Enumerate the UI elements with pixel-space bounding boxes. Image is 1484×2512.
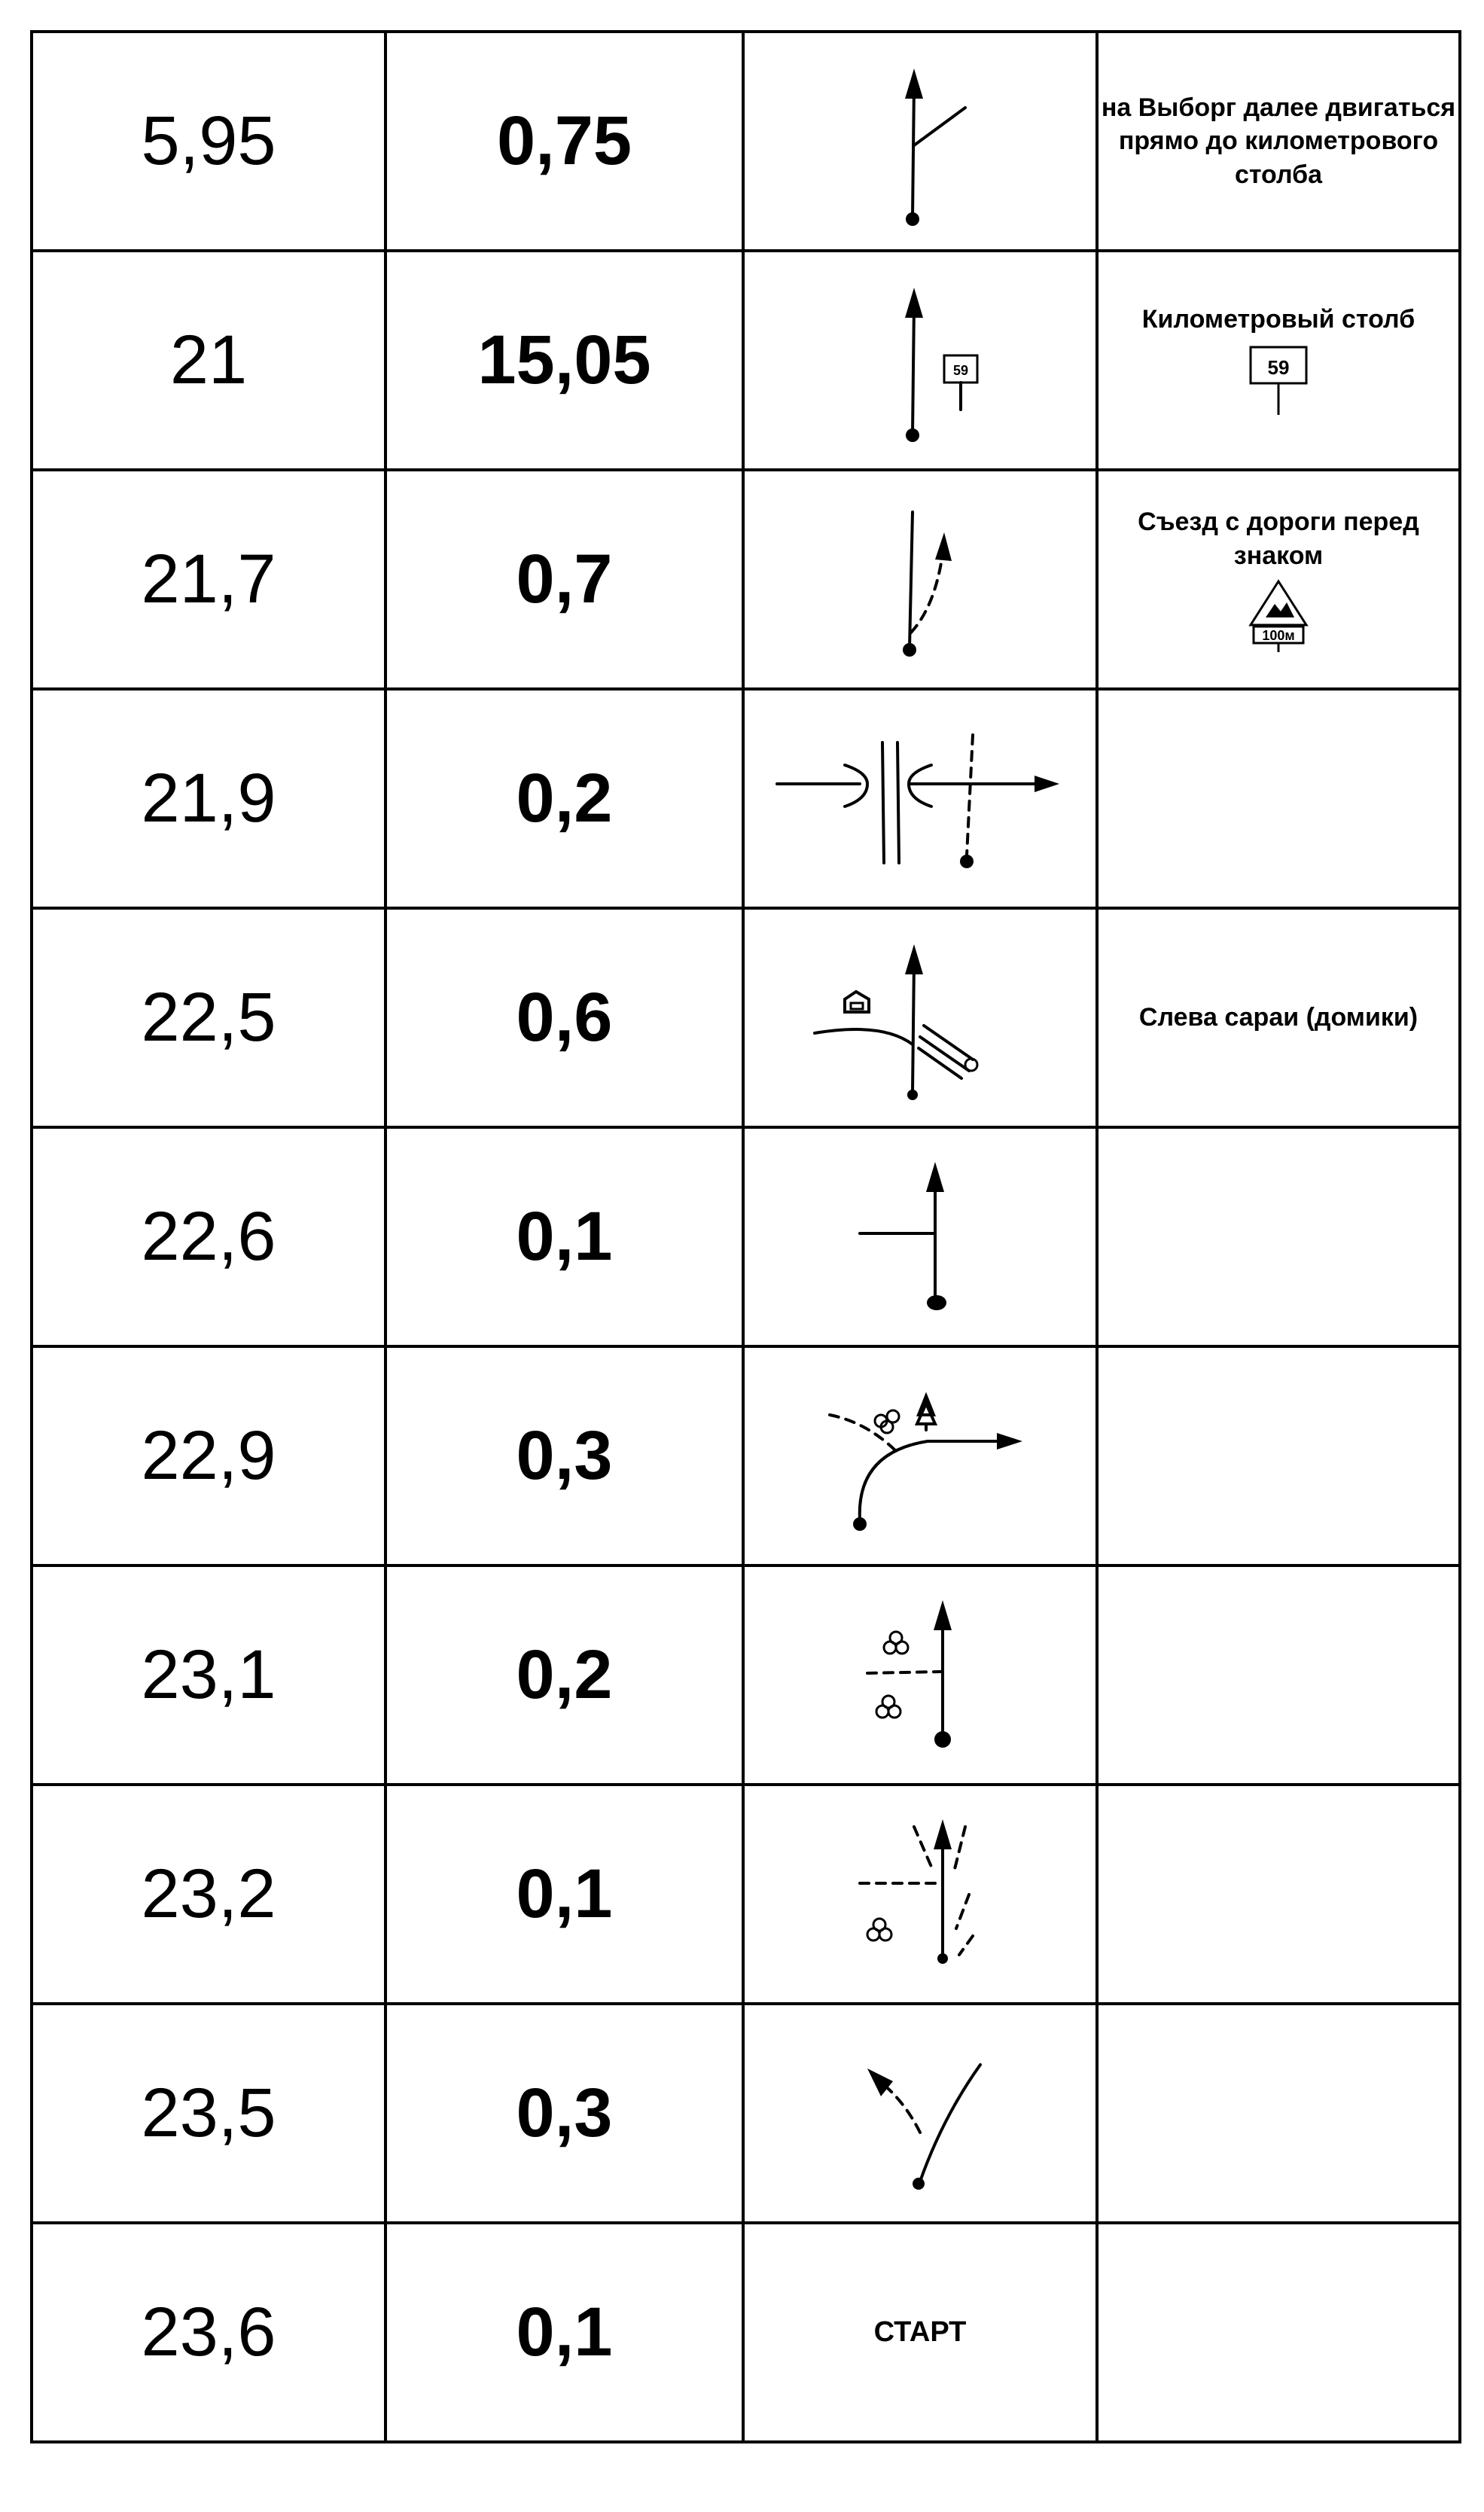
route-note: Слева сараи (домики) <box>1097 908 1460 1127</box>
table-row <box>32 1127 1460 1346</box>
sketch-cell <box>743 470 1097 689</box>
table-row <box>32 689 1460 908</box>
segment-distance: 0,1 <box>385 1785 743 2004</box>
sketch-cell <box>743 1127 1097 1346</box>
segment-distance: 0,1 <box>385 1127 743 1346</box>
total-distance: 23,1 <box>32 1565 385 1785</box>
route-note-cell <box>1097 251 1460 470</box>
sketch-cell <box>743 1565 1097 1785</box>
total-distance: 22,9 <box>32 1346 385 1565</box>
route-note: на Выборг далее двигаться прямо до километрового столба <box>1097 32 1460 251</box>
segment-distance: 15,05 <box>385 251 743 470</box>
total-distance: 23,6 <box>32 2223 385 2442</box>
sketch-cell <box>743 251 1097 470</box>
route-note <box>1097 1127 1460 1346</box>
fork-right-dashed-icon <box>830 493 1010 666</box>
sheds-and-logs-icon <box>800 928 1041 1108</box>
total-distance: 22,6 <box>32 1127 385 1346</box>
table-row <box>32 1785 1460 2004</box>
total-distance: 21,7 <box>32 470 385 689</box>
segment-distance: 0,2 <box>385 1565 743 1785</box>
bridge-crossing-right-turn-icon <box>754 712 1086 886</box>
segment-distance: 0,3 <box>385 2004 743 2223</box>
left-junction-straight-icon <box>830 1151 1010 1324</box>
roadbook-sheet <box>30 30 1458 2443</box>
roadbook-table <box>30 30 1461 2443</box>
total-distance: 22,5 <box>32 908 385 1127</box>
sketch-cell <box>743 1785 1097 2004</box>
table-row <box>32 32 1460 251</box>
segment-distance: 0,7 <box>385 470 743 689</box>
sketch-cell <box>743 908 1097 1127</box>
route-note: Километровый столб <box>1141 305 1415 334</box>
segment-distance: 0,6 <box>385 908 743 1127</box>
segment-distance: 0,75 <box>385 32 743 251</box>
total-distance: 5,95 <box>32 32 385 251</box>
total-distance: 23,5 <box>32 2004 385 2223</box>
total-distance: 21,9 <box>32 689 385 908</box>
table-row <box>32 2223 1460 2442</box>
table-row <box>32 2004 1460 2223</box>
straight-arrow-with-right-branch-icon <box>830 55 1010 228</box>
segment-distance: 0,3 <box>385 1346 743 1565</box>
fork-left-dashed-icon <box>830 2027 1010 2200</box>
start-label: СТАРТ <box>743 2223 1097 2442</box>
table-row <box>32 1346 1460 1565</box>
route-note <box>1097 2004 1460 2223</box>
total-distance: 23,2 <box>32 1785 385 2004</box>
route-note <box>1097 1785 1460 2004</box>
km-post-icon <box>830 274 1010 447</box>
route-note <box>1097 1346 1460 1565</box>
bushes-crossing-straight-icon <box>830 1589 1010 1762</box>
total-distance: 21 <box>32 251 385 470</box>
table-row <box>32 908 1460 1127</box>
sketch-cell <box>743 689 1097 908</box>
route-note <box>1097 2223 1460 2442</box>
segment-distance: 0,1 <box>385 2223 743 2442</box>
sketch-cell <box>743 2004 1097 2223</box>
segment-distance: 0,2 <box>385 689 743 908</box>
route-note <box>1097 689 1460 908</box>
km-post-sign-number: 59 <box>1267 355 1290 379</box>
warning-sign-icon <box>1237 578 1320 654</box>
table-row <box>32 470 1460 689</box>
sketch-cell <box>743 32 1097 251</box>
curve-right-with-trees-icon <box>800 1370 1041 1543</box>
km-post-number: 59 <box>952 362 969 378</box>
route-note: Съезд с дороги перед знаком <box>1138 508 1419 570</box>
route-note <box>1097 1565 1460 1785</box>
table-row <box>32 1565 1460 1785</box>
warning-sign-text: 100м <box>1262 627 1295 643</box>
sketch-cell <box>743 1346 1097 1565</box>
km-post-sign-icon <box>1245 343 1312 418</box>
crossroad-straight-icon <box>830 1808 1010 1981</box>
route-note-cell <box>1097 470 1460 689</box>
table-row <box>32 251 1460 470</box>
